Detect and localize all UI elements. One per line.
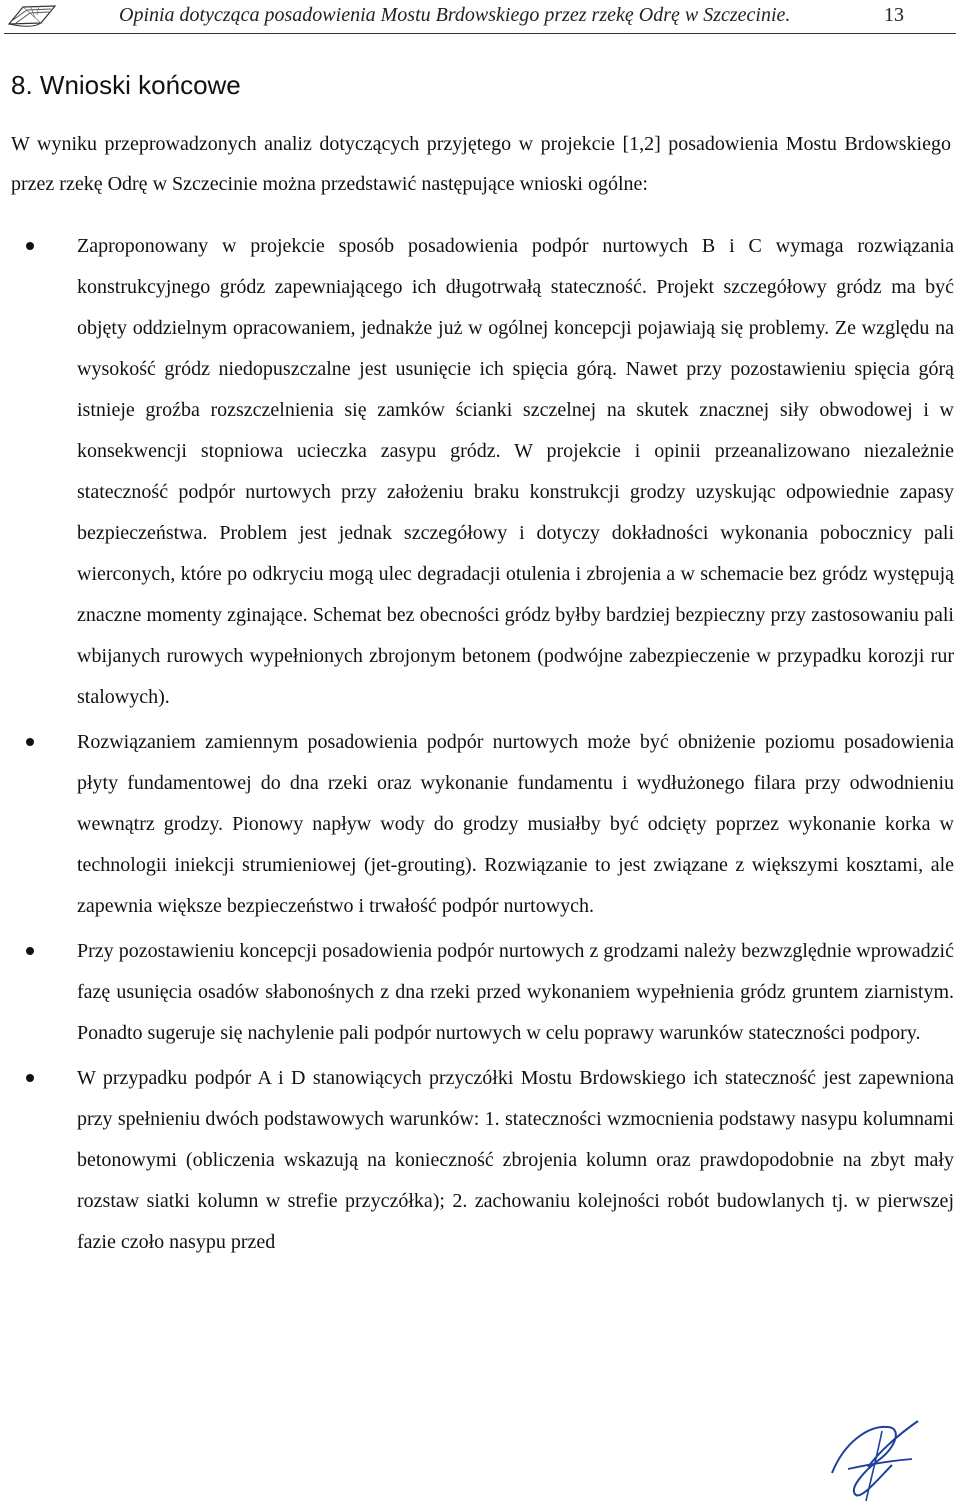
list-item <box>0 226 954 718</box>
list-item <box>0 931 954 1054</box>
intro-paragraph: W wyniku przeprowadzonych analiz dotyczących przyjętego w projekcie [1,2] posadowienia Mostu Brdowskiego przez rzekę Odrę w Szczecinie można przedstawić następujące wnioski ogólne: <box>11 133 951 195</box>
page-number: 13 <box>884 4 904 26</box>
bullet-icon <box>26 242 34 250</box>
list-item-text <box>77 226 954 718</box>
signature-icon <box>822 1415 926 1510</box>
bridge-logo-icon <box>6 2 58 35</box>
list-item-text: W przypadku podpór A i D stanowiących przyczółki Mostu Brdowskiego ich stateczność jest zapewniona przy spełnieniu dwóch podstawowych warunków: 1. stateczności wzmocnienia podstawy nasypu kolumnami betonowymi (obliczenia wskazują na konieczność zbrojenia kolumn oraz prawdopodobnie na zbyt mały rozstaw siatki kolumn w strefie przyczółka); 2. zachowaniu kolejności robót budowlanych tj. w pierwszej fazie czoło nasypu przed <box>77 1067 954 1253</box>
list-item <box>0 1058 954 1263</box>
page-header <box>0 0 960 38</box>
conclusions-list <box>0 226 960 1267</box>
header-divider <box>4 33 956 34</box>
bullet-icon <box>26 1074 34 1082</box>
bullet-icon <box>26 738 34 746</box>
header-title: Opinia dotycząca posadowienia Mostu Brdowskiego przez rzekę Odrę w Szczecinie. <box>119 4 791 26</box>
list-item-text: Przy pozostawieniu koncepcji posadowienia podpór nurtowych z grodzami należy bezwzględnie wprowadzić fazę usunięcia osadów słabonośnych z dna rzeki przed wykonaniem wypełnienia gródz gruntem ziarnistym. Ponadto sugeruje się nachylenie pali podpór nurtowych w celu poprawy warunków stateczności podpory. <box>77 940 954 1044</box>
list-item-lead: Zaproponowany w projekcie sposób posadowienia podpór nurtowych B i C wymaga rozwiązania konstrukcyjnego gródz zapewniającego ich długotrwałą stateczność. <box>77 235 954 298</box>
list-item-text: Rozwiązaniem zamiennym posadowienia podpór nurtowych może być obniżenie poziomu posadowienia płyty fundamentowej do dna rzeki oraz wykonanie fundamentu i wydłużonego filara przy odwodnieniu wewnątrz grodzy. Pionowy napływ wody do grodzy musiałby być odcięty poprzez wykonanie korka w technologii iniekcji strumieniowej (jet-grouting). Rozwiązanie to jest związane z większymi kosztami, ale zapewnia większe bezpieczeństwo i trwałość podpór nurtowych. <box>77 731 954 917</box>
list-item-body: Projekt szczegółowy gródz ma być objęty oddzielnym opracowaniem, jednakże już w ogólnej koncepcji pojawiają się problemy. Ze względu na wysokość gródz niedopuszczalne jest usunięcie ich spięcia górą. Nawet przy pozostawieniu spięcia górą istnieje groźba rozszczelnienia się zamków ścianki szczelnej na skutek znacznej siły obwodowej i w konsekwencji stopniowa ucieczka zasypu gródz. W projekcie i opinii przeanalizowano niezależnie stateczność podpór nurtowych przy założeniu braku konstrukcji grodzy uzyskując odpowiednie zapasy bezpieczeństwa. Problem jest jednak szczegółowy i dotyczy dokładności wykonania pobocznicy pali wierconych, które po odkryciu mogą ulec degradacji otulenia i zbrojenia a w schemacie bez gródz występują znaczne momenty zginające. Schemat bez obecności gródz byłby bardziej bezpieczny przy zastosowaniu pali wbijanych rurowych wypełnionych zbrojonym betonem (podwójne zabezpieczenie w przypadku korozji rur stalowych). <box>77 276 954 708</box>
section-title: 8. Wnioski końcowe <box>11 70 241 100</box>
bullet-icon <box>26 947 34 955</box>
list-item <box>0 722 954 927</box>
